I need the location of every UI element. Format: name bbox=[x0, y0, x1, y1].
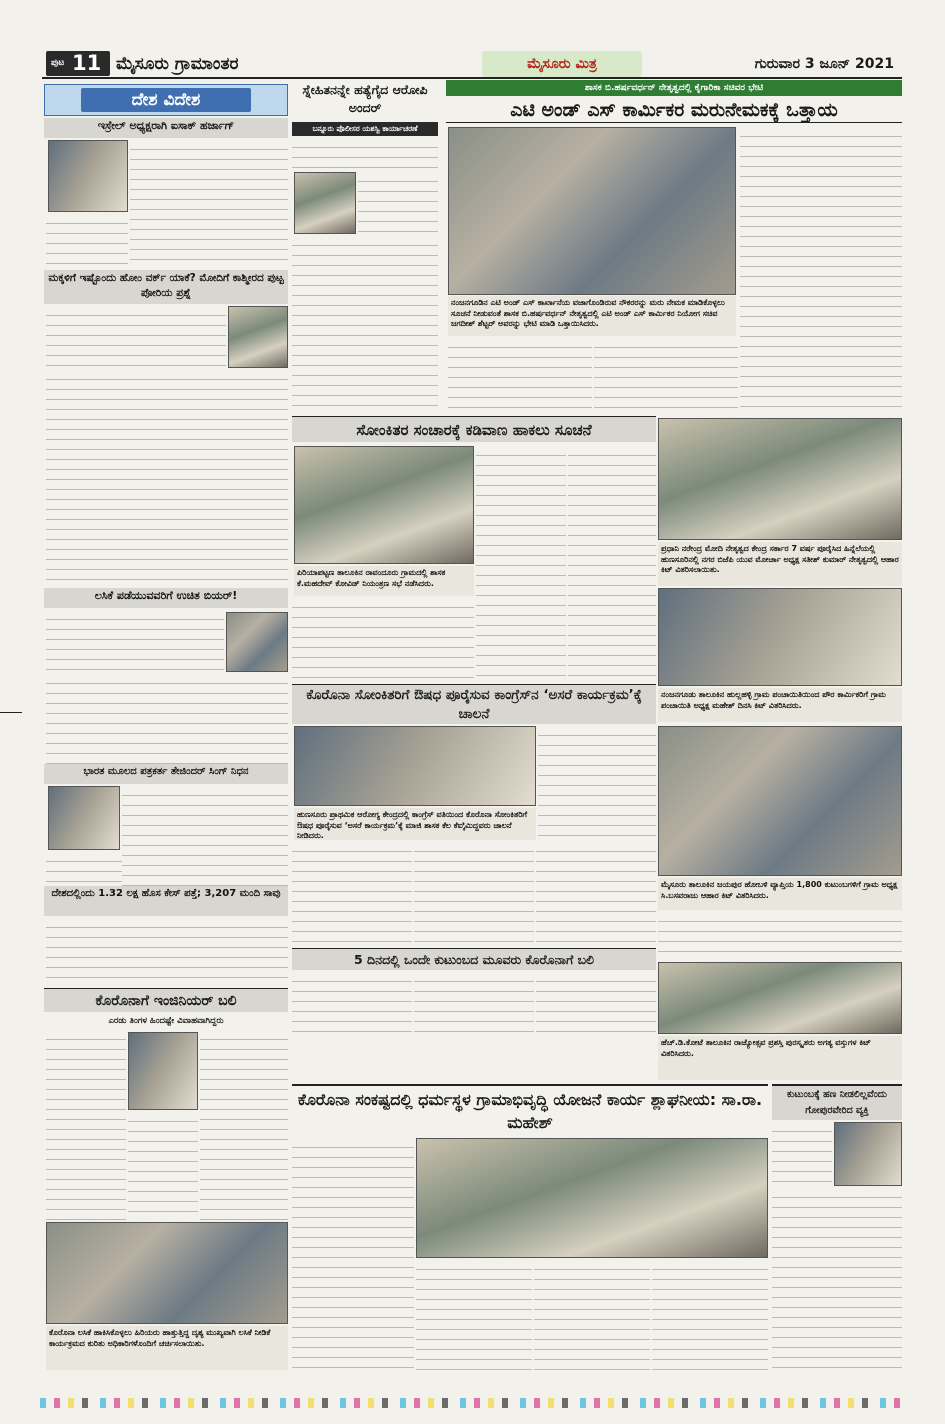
engineer-body-2 bbox=[200, 1030, 288, 1220]
right-photo-3 bbox=[658, 726, 902, 876]
headline-journalist: ಭಾರತ ಮೂಲದ ಪತ್ರಕರ್ತ ತೇಜಿಂದರ್ ಸಿಂಗ್ ನಿಧನ bbox=[83, 766, 249, 777]
headline-murder-accused: ಸ್ನೇಹಿತನನ್ನೇ ಹತ್ಯೆಗೈದ ಆರೋಪಿ ಅಂದರ್ bbox=[302, 82, 428, 115]
right-body-3 bbox=[658, 912, 902, 960]
page-number-badge bbox=[46, 51, 110, 76]
dharmasthala-body-3 bbox=[534, 1260, 650, 1372]
col1-body-2 bbox=[46, 306, 226, 368]
col2-headline-box bbox=[292, 80, 438, 120]
masthead bbox=[42, 49, 902, 79]
col1-body-4b bbox=[46, 852, 122, 886]
story3-photo bbox=[294, 726, 536, 806]
lead-kicker bbox=[446, 80, 902, 96]
biden-photo bbox=[226, 612, 288, 672]
headline-covid-cases: ದೇಶದಲ್ಲಿಂದು 1.32 ಲಕ್ಷ ಹೊಸ ಕೇಸ್ ಪತ್ತೆ; 3,207 ಮಂದಿ ಸಾವು bbox=[51, 888, 281, 899]
lead-body-right bbox=[740, 127, 902, 409]
bottom-left-kicker bbox=[44, 1014, 288, 1028]
lead-body-1 bbox=[448, 338, 592, 412]
dharmasthala-photo bbox=[416, 1138, 768, 1258]
tower-body-1 bbox=[772, 1122, 832, 1186]
tower-body-2 bbox=[772, 1188, 902, 1372]
story4-headline-text: 5 ದಿನದಲ್ಲಿ ಒಂದೇ ಕುಟುಂಬದ ಮೂವರು ಕೊರೊನಾಗೆ ಬಲಿ bbox=[354, 952, 594, 967]
section-title: ಮೈಸೂರು ಗ್ರಾಮಾಂತರ bbox=[116, 54, 239, 74]
kashmir-girl-photo bbox=[228, 306, 288, 368]
story2-headline-text: ಸೋಂಕಿತರ ಸಂಚಾರಕ್ಕೆ ಕಡಿವಾಣ ಹಾಕಲು ಸೂಚನೆ bbox=[356, 421, 592, 439]
col1-h2 bbox=[44, 270, 288, 304]
bottom-right-headline bbox=[772, 1084, 902, 1120]
col1-body-3 bbox=[46, 610, 224, 672]
headline-kashmir-girl: ಮಕ್ಕಳಿಗೆ ಇಷ್ಟೊಂದು ಹೋಂ ವರ್ಕ್ ಯಾಕೆ? ಮೋದಿಗೆ ಕಾಶ್ಮೀರದ ಪುಟ್ಟ ಪೋರಿಯ ಪ್ರಶ್ನೆ bbox=[48, 272, 284, 299]
issue-date: ಗುರುವಾರ 3 ಜೂನ್ 2021 bbox=[754, 56, 894, 72]
headline-beer: ಲಸಿಕೆ ಪಡೆಯುವವರಿಗೆ ಉಚಿತ ಬಿಯರ್! bbox=[94, 589, 238, 602]
story2-caption: ಪಿರಿಯಾಪಟ್ಟಣ ತಾಲೂಕಿನ ರಾವಂದೂರು ಗ್ರಾಮದಲ್ಲಿ ಶಾಸಕ ಕೆ.ಮಹದೇವ್ ಕೋವಿಡ್ ನಿಯಂತ್ರಣ ಸಭೆ ನಡೆಸಿದರು. bbox=[294, 566, 474, 596]
col1-h4 bbox=[44, 764, 288, 784]
col1-section-banner bbox=[44, 84, 288, 116]
story3-body-3 bbox=[536, 842, 656, 946]
bottom-main-headline bbox=[292, 1084, 768, 1134]
story4-headline bbox=[292, 948, 656, 970]
col1-body-1 bbox=[130, 140, 288, 268]
lead-photo bbox=[448, 127, 736, 295]
story2-body-1 bbox=[476, 446, 566, 682]
right-photo-4 bbox=[658, 962, 902, 1034]
story2-photo bbox=[294, 446, 474, 564]
headline-herzog: ಇಸ್ರೇಲ್ ಅಧ್ಯಕ್ಷರಾಗಿ ಐಸಾಕ್ ಹರ್ಜಾಗ್ bbox=[97, 119, 235, 132]
banner-text: ದೇಶ ವಿದೇಶ bbox=[81, 88, 251, 112]
dharmasthala-body-4 bbox=[652, 1260, 768, 1372]
story2-body-3 bbox=[292, 598, 474, 682]
col2-body-1c bbox=[292, 236, 438, 412]
accused-photo bbox=[294, 172, 356, 234]
engineer-kicker-text: ಎರಡು ತಿಂಗಳ ಹಿಂದಷ್ಟೇ ವಿವಾಹವಾಗಿದ್ದರು bbox=[108, 1016, 224, 1026]
lead-headline-text: ಎಟಿ ಅಂಡ್ ಎಸ್ ಕಾರ್ಮಿಕರ ಮರುನೇಮಕಕ್ಕೆ ಒತ್ತಾಯ bbox=[510, 99, 838, 121]
engineer-headline-text: ಕೊರೊನಾಗೆ ಇಂಜಿನಿಯರ್ ಬಲಿ bbox=[95, 993, 237, 1009]
right-caption-1: ಪ್ರಧಾನಿ ನರೇಂದ್ರ ಮೋದಿ ನೇತೃತ್ವದ ಕೇಂದ್ರ ಸರ್ಕಾರ 7 ವರ್ಷ ಪೂರೈಸಿದ ಹಿನ್ನೆಲೆಯಲ್ಲಿ ಹುಣಸೂರಿನಲ್ಲಿ ನಗರ ಬಿಜೆಪಿ ಯುವ ಮೋರ್ಚಾ ಅಧ್ಯಕ್ಷ ಸತೀಶ್ ಕುಮಾರ್ ನೇತೃತ್ವದಲ್ಲಿ ಆಹಾರ ಕಿಟ್ ವಿತರಿಸಲಾಯಿತು. bbox=[658, 542, 902, 586]
tower-man-photo bbox=[834, 1122, 902, 1186]
lead-caption: ನಂಜನಗೂಡಿನ ಎಟಿ ಅಂಡ್ ಎಸ್ ಕಾರ್ಖಾನೆಯ ವಜಾಗೊಂಡಿರುವ ನೌಕರರನ್ನು ಮರು ನೇಮಕ ಮಾಡಿಕೊಳ್ಳಲು ಸೂಚನೆ ನೀಡುವಂತೆ ಶಾಸಕ ಬಿ.ಹರ್ಷವರ್ಧನ್ ನೇತೃತ್ವದಲ್ಲಿ ಎಟಿ ಅಂಡ್ ಎಸ್ ಕಾರ್ಮಿಕರ ನಿಯೋಗ ಸಚಿವ ಜಗದೀಶ್ ಶೆಟ್ಟರ್ ಅವರನ್ನು ಭೇಟಿ ಮಾಡಿ ಒತ್ತಾಯಿಸಿದರು. bbox=[448, 296, 736, 336]
col1-body-5 bbox=[46, 918, 288, 982]
lead-headline bbox=[446, 97, 902, 123]
tower-headline-text: ಕುಟುಂಬಕ್ಕೆ ಹಣ ನೀಡಲಿಲ್ಲವೆಂದು ಗೋಪುರವೇರಿದ ವ್ಯಕ್ತಿ bbox=[787, 1089, 887, 1116]
dharmasthala-headline-text: ಕೊರೊನಾ ಸಂಕಷ್ಟದಲ್ಲಿ ಧರ್ಮಸ್ಥಳ ಗ್ರಾಮಾಭಿವೃದ್ಧಿ ಯೋಜನೆ ಕಾರ್ಯ ಶ್ಲಾಘನೀಯ: ಸಾ.ರಾ. ಮಹೇಶ್ bbox=[297, 1090, 763, 1132]
story3-headline bbox=[292, 684, 656, 724]
right-photo-1 bbox=[658, 418, 902, 540]
col1-h1 bbox=[44, 118, 288, 138]
tejinder-photo bbox=[48, 786, 120, 850]
dharmasthala-body-2 bbox=[416, 1260, 532, 1372]
col2-body-1b bbox=[358, 172, 438, 234]
lead-kicker-text: ಶಾಸಕ ಬಿ.ಹರ್ಷವರ್ಧನ್ ನೇತೃತ್ವದಲ್ಲಿ ಕೈಗಾರಿಕಾ ಸಚಿವರ ಭೇಟಿ bbox=[584, 83, 764, 93]
col1-body-3b bbox=[46, 674, 288, 764]
right-photo-2 bbox=[658, 588, 902, 686]
story3-headline-text: ಕೊರೊನಾ ಸೋಂಕಿತರಿಗೆ ಔಷಧ ಪೂರೈಸುವ ಕಾಂಗ್ರೆಸ್‌ನ ‘ಅಸರೆ ಕಾರ್ಯಕ್ರಮ’ಕ್ಕೆ ಚಾಲನೆ bbox=[306, 687, 642, 722]
col1-body-1b bbox=[46, 214, 128, 268]
col1-h3 bbox=[44, 588, 288, 608]
story3-caption: ಹುಣಸೂರು ಪ್ರಾಥಮಿಕ ಆರೋಗ್ಯ ಕೇಂದ್ರದಲ್ಲಿ ಕಾಂಗ್ರೆಸ್ ವತಿಯಿಂದ ಕೊರೊನಾ ಸೋಂಕಿತರಿಗೆ ಔಷಧ ಪೂರೈಸುವ ‘ಅಸರೆ ಕಾರ್ಯಕ್ರಮ’ಕ್ಕೆ ಮಾಜಿ ಶಾಸಕ ಕೆಲ ಕೆಐ್ಕಿಮಿದ್ದವರು ಚಾಲನೆ ನೀಡಿದರು. bbox=[294, 808, 536, 840]
vaccine-caption: ಕೊರೊನಾ ಲಸಿಕೆ ಹಾಕಿಸಿಕೊಳ್ಳಲು ಹಿರಿಯರು ಹಾತ್ತುತ್ತಿದ್ದ ದೃಶ್ಯ ಮುಖ್ಯವಾಗಿ ಲಸಿಕೆ ನೀಡಿಕೆ ಕಾರ್ಯಕ್ರಮದ ಕುರಿತು ಅಧಿಕಾರಿಗಳೊಂದಿಗೆ ಚರ್ಚಿಸಲಾಯಿತು. bbox=[46, 1326, 288, 1370]
story3-body-2 bbox=[414, 842, 534, 946]
dharmasthala-body-1 bbox=[292, 1138, 414, 1372]
col1-h5 bbox=[44, 886, 288, 916]
crop-mark-left bbox=[0, 712, 22, 713]
kicker-text: ಬನ್ನೂರು ಪೊಲೀಸರ ಯಶಸ್ವಿ ಕಾರ್ಯಾಚರಣೆ bbox=[312, 124, 418, 133]
paper-name-text: ಮೈಸೂರು ಮಿತ್ರ bbox=[527, 56, 597, 72]
story4-body-1 bbox=[292, 972, 412, 1032]
vaccine-photo bbox=[46, 1222, 288, 1324]
engineer-body-3 bbox=[128, 1112, 198, 1220]
page-number: 11 bbox=[72, 51, 102, 75]
right-caption-4: ಹೆಚ್.ಡಿ.ಕೋಟೆ ತಾಲೂಕಿನ ರಾಜ್ಯೋತ್ಸವ ಪ್ರಶಸ್ತಿ ಪುರಸ್ಕೃತರು ಅಗತ್ಯ ವಸ್ತುಗಳ ಕಿಟ್ ವಿತರಿಸಿದರು. bbox=[658, 1036, 902, 1080]
story3-body-r bbox=[538, 726, 656, 840]
right-caption-2: ನಂಜನಗೂಡು ತಾಲೂಕಿನ ಹುಲ್ಲಹಳ್ಳಿ ಗ್ರಾಮ ಪಂಚಾಯಿತಿಯಿಂದ ಪೌರ ಕಾರ್ಮಿಕರಿಗೆ ಗ್ರಾಮ ಪಂಚಾಯಿತಿ ಅಧ್ಯಕ್ಷ ಮಹೇಶ್ ದಿನಸಿ ಕಿಟ್ ವಿತರಿಸಿದರು. bbox=[658, 688, 902, 722]
page-label: ಪುಟ bbox=[51, 58, 65, 68]
lead-body-2 bbox=[594, 338, 738, 412]
story2-headline bbox=[292, 416, 656, 442]
col2-kicker bbox=[292, 122, 438, 136]
story2-body-2 bbox=[568, 446, 656, 682]
story4-body-2 bbox=[414, 972, 534, 1032]
col1-body-2b bbox=[46, 370, 288, 586]
col1-body-4 bbox=[122, 786, 288, 886]
paper-name bbox=[482, 51, 642, 77]
registration-marks-bottom bbox=[40, 1398, 905, 1408]
col2-body-1 bbox=[292, 138, 438, 170]
bottom-left-headline bbox=[44, 988, 288, 1012]
story3-body-1 bbox=[292, 842, 412, 946]
herzog-photo bbox=[48, 140, 128, 212]
engineer-body-1 bbox=[46, 1030, 126, 1220]
right-caption-3: ಮೈಸೂರು ತಾಲೂಕಿನ ಜಯಪುರ ಹೋಬಳಿ ವ್ಯಾಪ್ತಿಯ 1,800 ಕುಟುಂಬಗಳಿಗೆ ಗ್ರಾಮ ಅಧ್ಯಕ್ಷ ಸಿ.ಬಸವರಾಜು ಆಹಾರ ಕಿಟ್ ವಿತರಿಸಿದರು. bbox=[658, 878, 902, 910]
engineer-photo bbox=[128, 1032, 198, 1110]
story4-body-3 bbox=[536, 972, 656, 1032]
